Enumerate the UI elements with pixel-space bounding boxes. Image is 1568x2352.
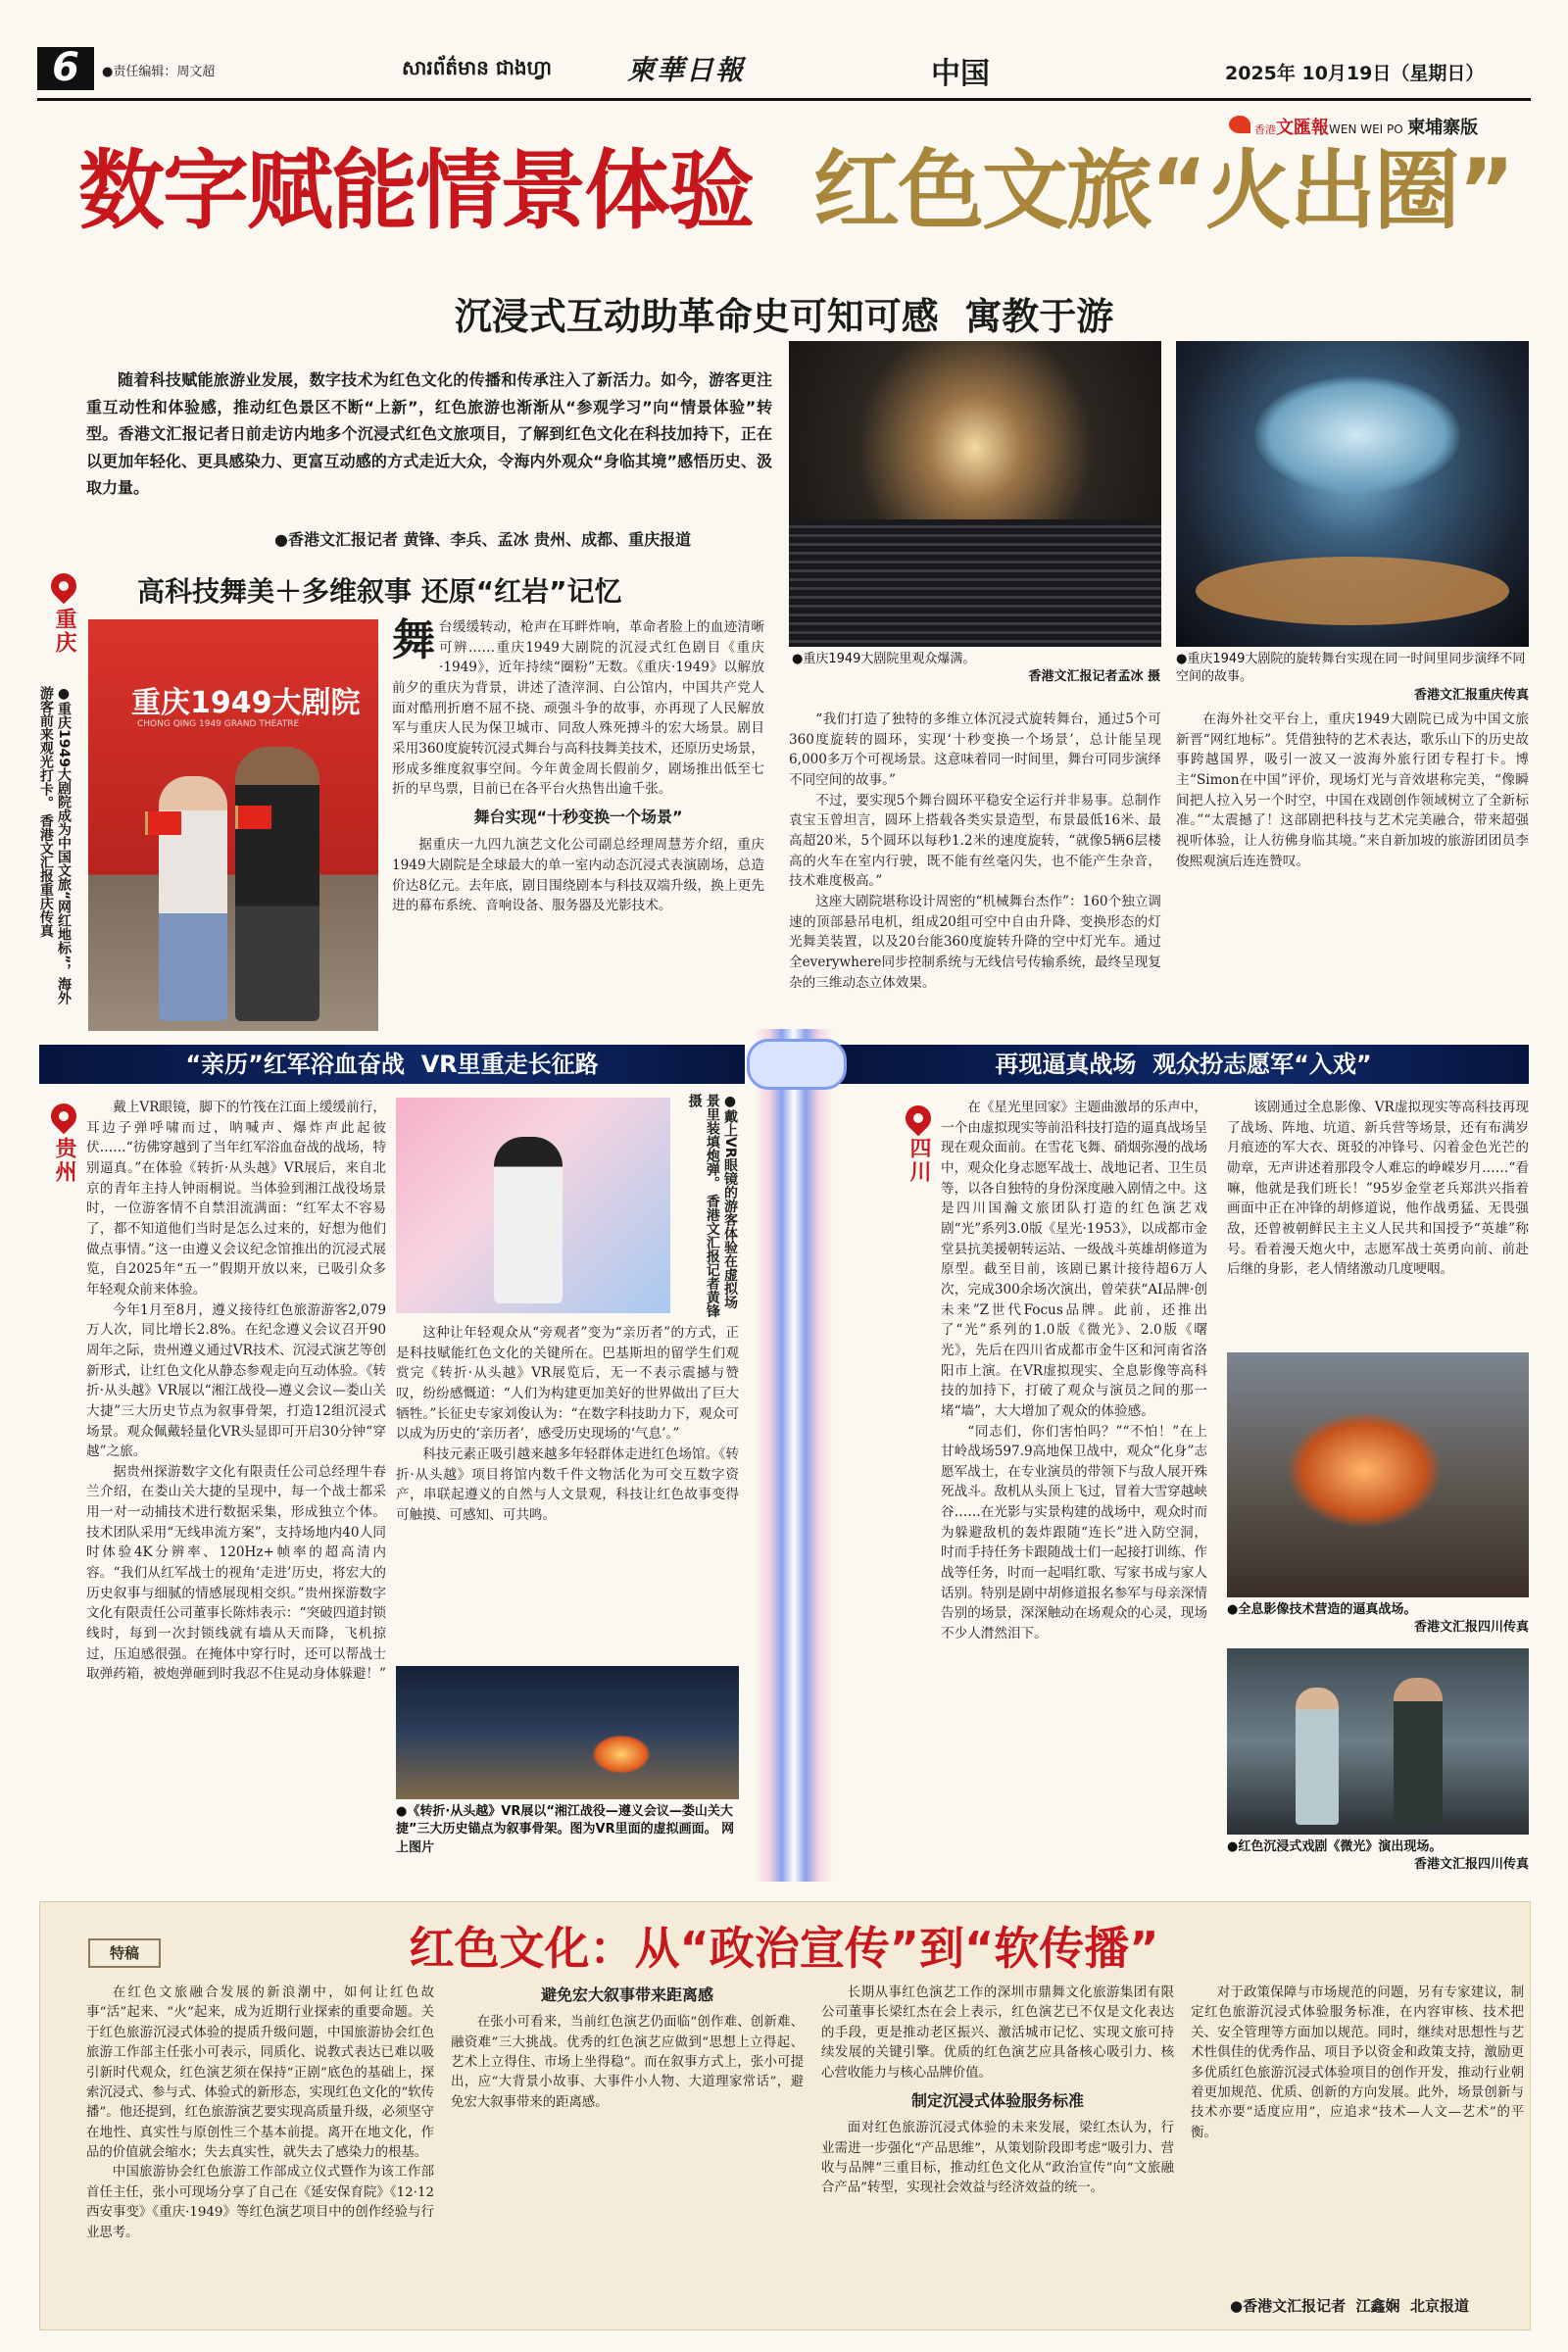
weiguang-performance-photo [1227, 1648, 1529, 1835]
feature-c1: 在红色文旅融合发展的新浪潮中，如何让红色故事“活”起来、“火”起来，成为近期行业探索的重要命题。关于红色旅游沉浸式体验的提质升级问题，中国旅游协会红色旅游工作部主任张小可表示，同质化、说教式表达已难以吸引新时代观众，红色演艺须在保持“正剧”底色的基础上，探索沉浸式、参与式、体验式的新形态，实现红色文化的“软传播”。他还提到，红色旅游演艺要实现高质量升级，必须坚守在地性、真实性与原创性三个基本前提。离开在地文化，作品的价值就会缩水；失去真实性，就失去了感染力的根基。 [86, 1985, 434, 2160]
chongqing-col-3 [1176, 706, 1529, 1029]
caption-text: ●戴上VR眼镜的游客体验在虚拟场景里装填炮弹。 [704, 1094, 738, 1309]
location-guizhou: 贵州 [52, 1137, 76, 1184]
hologram-battlefield-photo [1227, 1352, 1529, 1597]
guizhou-p4: 这种让年轻观众从“旁观者”变为“亲历者”的方式，正是科技赋能红色文化的关键所在。巴基斯坦的留学生们观赏完《转折·从头越》VR展览后，无一不表示震撼与赞叹，纷纷感慨道：“人们为构建更加美好的世界做出了巨大牺牲。”长征史专家刘俊认为：“在数字科技助力下，观众可以成为历史的‘亲历者’，感受历史现场的‘气息’。” [396, 1325, 739, 1443]
guizhou-p1: 戴上VR眼镜，脚下的竹筏在江面上缓缓前行，耳边子弹呼啸而过，呐喊声、爆炸声此起彼伏……“彷佛穿越到了当年红军浴血奋战的战场，特别逼真。”在体验《转折·从头越》VR展后，来自北京的青年主持人钟雨桐说。当体验到湘江战役场景时，一位游客情不自禁泪流满面：“红军太不容易了，都不知道他们当时是怎么过来的，好想为他们做点事情。”这一由遵义会议纪念馆推出的沉浸式展览，自2025年“五一”假期开放以来，已吸引众多年轻观众前来体验。 [86, 1100, 386, 1298]
partner-brand: 文匯報 [1276, 118, 1329, 138]
vr-headset-icon [747, 1039, 847, 1090]
audience-seats [789, 519, 1161, 647]
stage-floor [1196, 557, 1509, 625]
chongqing-section-title: 高科技舞美＋多维叙事 还原“红岩”记忆 [137, 575, 622, 608]
masthead-chinese: 柬華日報 [627, 54, 746, 86]
feature-col-2 [451, 1984, 804, 2317]
feature-tag: 特稿 [88, 1938, 161, 1968]
partner-edition: 柬埔寨版 [1407, 118, 1479, 138]
feature-col-3 [821, 1984, 1174, 2317]
editor-credit: ●责任编辑：周文超 [102, 65, 216, 79]
chongqing-p2: 据重庆一九四九演艺文化公司副总经理周慧芳介绍，重庆1949大剧院是全球最大的单一室内动态沉浸式表演剧场，总造价达8亿元。去年底，剧目围绕剧本与科技双端升级，换上更先进的幕布系统、音响设备、服务器及光影技术。 [392, 837, 764, 914]
caption-text: ●全息影像技术营造的逼真战场。 [1227, 1602, 1417, 1617]
caption-credit: 香港文汇报记者孟冰 摄 [1028, 669, 1160, 685]
feature-byline: ●香港文汇报记者 江鑫娴 北京报道 [1230, 2297, 1469, 2315]
location-sichuan: 四川 [906, 1137, 931, 1184]
headline-left: 数字赋能情景体验 [78, 140, 754, 241]
sichuan-col-1 [941, 1098, 1207, 1872]
caption-text: ●重庆1949大剧院里观众爆满。 [792, 652, 976, 666]
masthead-khmer: សារព័ត៌មាន ជាងហ្វា [402, 56, 552, 79]
caption-credit: 香港文汇报四川传真 [1413, 1620, 1529, 1636]
feature-col-1 [86, 1984, 434, 2317]
battlefield-fire [1286, 1411, 1443, 1529]
theatre-audience-photo [789, 341, 1161, 647]
stage-caption [1176, 651, 1529, 705]
vr-visitor-photo [396, 1098, 670, 1313]
caption-credit: 香港文汇报四川传真 [1413, 1857, 1529, 1873]
vr-virtual-scene-photo [396, 1666, 739, 1799]
feature-c2: 在张小可看来，当前红色演艺仍面临“创作难、创新难、融资难”三大挑战。优秀的红色演艺应做到“思想上立得起、艺术上立得住、市场上坐得稳”。而在叙事方式上，张小可提出，应“大背景小故事、大事件小人物、大道理家常话”，避免宏大叙事带来的距离感。 [451, 2015, 804, 2110]
guizhou-p3: 据贵州探游数字文化有限责任公司总经理牛春兰介绍，在娄山关大捷的呈现中，每一个战士都采用一对一动捕技术进行数据采集，形成独立个体。技术团队采用“无线串流方案”，支持场地内40人同时体验4K分辨率、120Hz+帧率的超高清内容。“我们从红军战士的视角‘走进’历史，将宏大的历史叙事与细腻的情感展现相交织。”贵州探游数字文化有限责任公司董事长陈炜表示：“突破四道封锁线时，每到一次封锁线就有墙从天而降，飞机掠过，压迫感很强。在掩体中穿行时，还可以帮战士取弹药箱，被炮弹砸到时我忍不住晃动身体躲避！” [86, 1463, 386, 1683]
flag-icon [145, 811, 181, 835]
chongqing-p6: 在海外社交平台上，重庆1949大剧院已成为中国文旅新晋“网红地标”。凭借独特的艺术表达，歌乐山下的历史故事跨越国界，吸引一波又一波海外旅行团专程打卡。博主“Simon在中国”评价，现场灯光与音效堪称完美，“像瞬间把人拉入另一个时空，中国在戏剧创作领域树立了全新标准。”“太震撼了！这部剧把科技与艺术完美融合，带来超强视听体验，让人彷佛身临其境。”来自新加坡的旅游团团员李俊熙观演后连连赞叹。 [1176, 711, 1529, 869]
chongqing-p3: “我们打造了独特的多维立体沉浸式旋转舞台，通过5个可360度旋转的圆环，实现‘十秒变换一个场景’，总计能呈现6,000多万个可视场景。这意味着同一时间里，舞台可同步演绎不同空间的故事。” [789, 711, 1161, 788]
theatre-sign: 重庆1949大剧院 [131, 686, 361, 720]
feature-subheading-1: 避免宏大叙事带来距离感 [540, 1985, 713, 2004]
caption-credit: 香港文汇报记者黄锋 摄 [686, 1094, 720, 1318]
page-number: 6 [52, 45, 79, 90]
chongqing-p1: 台缓缓转动，枪声在耳畔炸响，革命者脸上的血迹清晰可辨……重庆1949大剧院的沉浸式红色剧目《重庆·1949》，近年持续“圈粉”无数。《重庆·1949》以解放前夕的重庆为背景，讲述了渣滓洞、白公馆内，中国共产党人面对酷刑折磨不屈不挠、顽强斗争的故事，亦再现了人民解放军与重庆人民为保卫城市、同敌人殊死搏斗的宏大场景。剧目采用360度旋转沉浸式舞台与高科技舞美技术，还原历史场景，形成多维度叙事空间。今年黄金周长假前夕，剧场推出低至七折的早鸟票，目前已在各平台火热售出逾千张。 [392, 619, 764, 798]
theatre-tourists-caption [18, 686, 73, 1009]
guizhou-p2: 今年1月至8月，遵义接待红色旅游游客2,079万人次，同比增长2.8%。在纪念遵义会议召开90周年之际，贵州遵义通过VR技术、沉浸式演艺等创新形式，让红色文化从静态参观走向互动体验。《转折·从头越》VR展以“湘江战役—遵义会议—娄山关大捷”三大历史节点为叙事骨架，打造12组沉浸式场景。观众佩戴轻量化VR头显即可开启30分钟“穿越”之旅。 [86, 1301, 386, 1460]
guizhou-col-1 [86, 1098, 386, 1872]
issue-date: 2025年 10月19日（星期日） [1225, 63, 1485, 84]
caption-credit: 香港文汇报重庆传真 [37, 813, 54, 938]
partner-logo [1254, 114, 1478, 139]
caption-credit: 香港文汇报重庆传真 [1413, 687, 1529, 703]
audience-caption [792, 651, 1160, 687]
feature-c4: 对于政策保障与市场规范的问题，另有专家建议，制定红色旅游沉浸式体验服务标准，在内容审核、技术把关、安全管理等方面加以规范。同时，继续对思想性与艺术性俱佳的优秀作品、项目予以资金和政策支持，激励更多优质红色旅游沉浸式体验项目的创作开发，推动行业朝着更加规范、优质、创新的方向发展。此外，场景创新与技术亦要“适度应用”，应追求“技术—人文—艺术”的平衡。 [1191, 1985, 1524, 2140]
vr-light-column [755, 1029, 833, 1882]
intro-byline: ●香港文汇报记者 黄锋、李兵、孟冰 贵州、成都、重庆报道 [274, 530, 692, 549]
chongqing-p4: 不过，要实现5个舞台圆环平稳安全运行并非易事。总制作袁宝玉曾坦言，圆环上搭载各类实景造型，布景最低16米、最高超20米，5个圆环以每秒1.2米的速度旋转，“就像5辆6层楼高的火车在室内行驶，既不能有丝毫闪失，也不能产生杂音，技术难度极高。” [789, 792, 1161, 890]
dropcap: 舞 [392, 617, 435, 665]
vr-virtual-scene-caption [396, 1803, 739, 1857]
location-chongqing: 重庆 [52, 608, 76, 655]
sichuan-banner: 再现逼真战场 观众扮志愿军“入戏” [838, 1045, 1529, 1084]
feature-c3: 长期从事红色演艺工作的深圳市鼎舞文化旅游集团有限公司董事长梁红杰在会上表示，红色演艺已不仅是文化表达的手段，更是推动老区振兴、激活城市记忆、实现文旅可持续发展的关键引擎。优质的红色演艺应具备核心吸引力、核心营收能力与核心品牌价值。 [821, 1985, 1174, 2081]
actor-figure-2 [1394, 1678, 1443, 1825]
feature-title: 红色文化：从“政治宣传”到“软传播” [409, 1922, 1159, 1975]
weiguang-caption [1227, 1838, 1529, 1875]
section-name: 中国 [931, 57, 990, 91]
vr-visitor-caption [676, 1094, 739, 1319]
theatre-sign-en: CHONG QING 1949 GRAND THEATRE [137, 719, 300, 729]
location-pin-icon [46, 1099, 82, 1135]
caption-text: ●重庆1949大剧院成为中国文旅“网红地标”，海外游客前来观光打卡。 [37, 686, 72, 1005]
chongqing-p5: 这座大剧院堪称设计周密的“机械舞台杰作”：160个独立调速的顶部悬吊电机，组成20组可空中自由升降、变换形态的灯光舞美装置，以及20台能360度旋转升降的空中灯光车。通过全everywhere同步控制系统与无线信号传输系统，最终呈现复杂的三维动态立体效果。 [789, 893, 1161, 991]
location-pin-icon [901, 1101, 937, 1137]
sichuan-p3: 该剧通过全息影像、VR虚拟现实等高科技再现了战场、阵地、坑道、新兵营等场景，还有布满岁月痕迹的军大衣、斑驳的冲锋号、闪着金色光芒的勋章，无声讲述着那段令人难忘的峥嵘岁月……“看嘛，他就是我们班长！”95岁金堂老兵郑洪兴指着画面中正在冲锋的胡修道说，他作战勇猛、无畏强敌，还曾被朝鲜民主主义人民共和国授予“英雄”称号。看着漫天炮火中，志愿军战士英勇向前、前赴后继的身影，老人情绪激动几度哽咽。 [1227, 1100, 1529, 1278]
flag-icon [235, 806, 271, 829]
guizhou-banner: “亲历”红军浴血奋战 VR里重走长征路 [39, 1045, 745, 1084]
visitor-figure [494, 1137, 563, 1303]
guizhou-p5: 科技元素正吸引越来越多年轻群体走进红色场馆。《转折·从头越》项目将馆内数千件文物活化为可交互数字资产，串联起遵义的自然与人文景观，科技让红色故事变得可触摸、可感知、可共鸣。 [396, 1446, 739, 1523]
partner-logo-prefix: 香港 [1254, 123, 1276, 136]
feature-subheading-2: 制定沉浸式体验服务标准 [910, 2090, 1084, 2110]
stage-tree [1254, 376, 1460, 494]
feature-c1b: 中国旅游协会红色旅游工作部成立仪式暨作为该工作部首任主任，张小可现场分享了自己在《延安保育院》《12·12西安事变》《重庆·1949》等红色演艺项目中的创作经验与行业思考。 [86, 2165, 434, 2240]
chongqing-subheading: 舞台实现“十秒变换一个场景” [473, 807, 683, 826]
partner-latin: WEN WEI PO [1329, 122, 1403, 136]
sichuan-col-2 [1227, 1098, 1529, 1341]
feature-c3b: 面对红色旅游沉浸式体验的未来发展，梁红杰认为，行业需进一步强化“产品思维”，从策划阶段即考虑“吸引力、营收与品牌”三重目标，推动红色文化从“政治宣传”向“文旅融合产品”转型，实现社会效益与经济效益的统一。 [821, 2121, 1174, 2196]
sichuan-p2: “同志们，你们害怕吗？”“不怕！”在上甘岭战场597.9高地保卫战中，观众“化身”志愿军战士，在专业演员的带领下与敌人展开殊死战斗。敌机从头顶上飞过，冒着大雪穿越峡谷……在光影与实景构建的战场中，观众时而为躲避敌机的轰炸跟随“连长”进入防空洞，时而手持任务卡跟随战士们一起接打训练、作战等任务，时而一起唱红歌、写家书成与家人话别。特别是剧中胡修道报名参军与母亲深情告别的场景，深深触动在场观众的心灵，现场不少人潸然泪下。 [941, 1423, 1207, 1642]
caption-text: ●红色沉浸式戏剧《微光》演出现场。 [1227, 1839, 1443, 1854]
chongqing-col-2 [789, 706, 1161, 1029]
intro-text: 随着科技赋能旅游业发展，数字技术为红色文化的传播和传承注入了新活力。如今，游客更注重互动性和体验感，推动红色景区不断“上新”，红色旅游也渐渐从“参观学习”向“情景体验”转型。香港文汇报记者日前走访内地多个沉浸式红色文旅项目，了解到红色文化在科技加持下，正在以更加年轻化、更具感染力、更富互动感的方式走近大众，令海内外观众“身临其境”感悟历史、汲取力量。 [86, 370, 772, 498]
actor-figure-1 [1296, 1688, 1339, 1825]
tourist-figure-2 [235, 747, 319, 1021]
guizhou-col-2 [396, 1323, 739, 1656]
wenweipo-logo-icon [1229, 116, 1250, 133]
hologram-caption [1227, 1601, 1529, 1638]
chongqing-col-1 [392, 617, 764, 1029]
feature-col-4 [1191, 1984, 1524, 2278]
header-rule [37, 98, 1531, 101]
caption-text: ●《转折·从头越》VR展以“湘江战役—遵义会议—娄山关大捷”三大历史锚点为叙事骨架。图为VR里面的虚拟画面。 [396, 1804, 733, 1838]
location-pin-icon [46, 568, 82, 605]
headline-subtitle: 沉浸式互动助革命史可知可感 寓教于游 [454, 295, 1114, 338]
headline-right: 红色文旅“火出圈” [813, 140, 1513, 241]
caption-credit: 网上图片 [396, 1822, 735, 1855]
battle-fire [592, 1735, 651, 1774]
rotating-stage-photo [1176, 341, 1529, 647]
caption-text: ●重庆1949大剧院的旋转舞台实现在同一时间里同步演绎不同空间的故事。 [1176, 652, 1526, 685]
sichuan-p1: 在《星光里回家》主题曲激昂的乐声中，一个由虚拟现实等前沿科技打造的逼真战场呈现在观众面前。在雪花飞舞、硝烟弥漫的战场中，观众化身志愿军战士、战地记者、卫生员等，以各自独特的身份深度融入剧情之中。这是四川国瀚文旅团队打造的红色演艺戏剧“光”系列3.0版《星光·1953》，以成都市金堂县抗美援朝转运站、一级战斗英雄胡修道为原型。截至目前，该剧已累计接待超6万人次，完成300余场次演出，曾荣获“AI品牌·创未来”Z世代Focus品牌。此前，还推出了“光”系列的1.0版《微光》、2.0版《曙光》，先后在四川省成都市金牛区和河南省洛阳市上演。在VR虚拟现实、全息影像等高科技的加持下，打破了观众与演员之间的那一堵“墙”，大大增加了观众的体验感。 [941, 1100, 1207, 1419]
theatre-tourists-photo [88, 619, 378, 1031]
